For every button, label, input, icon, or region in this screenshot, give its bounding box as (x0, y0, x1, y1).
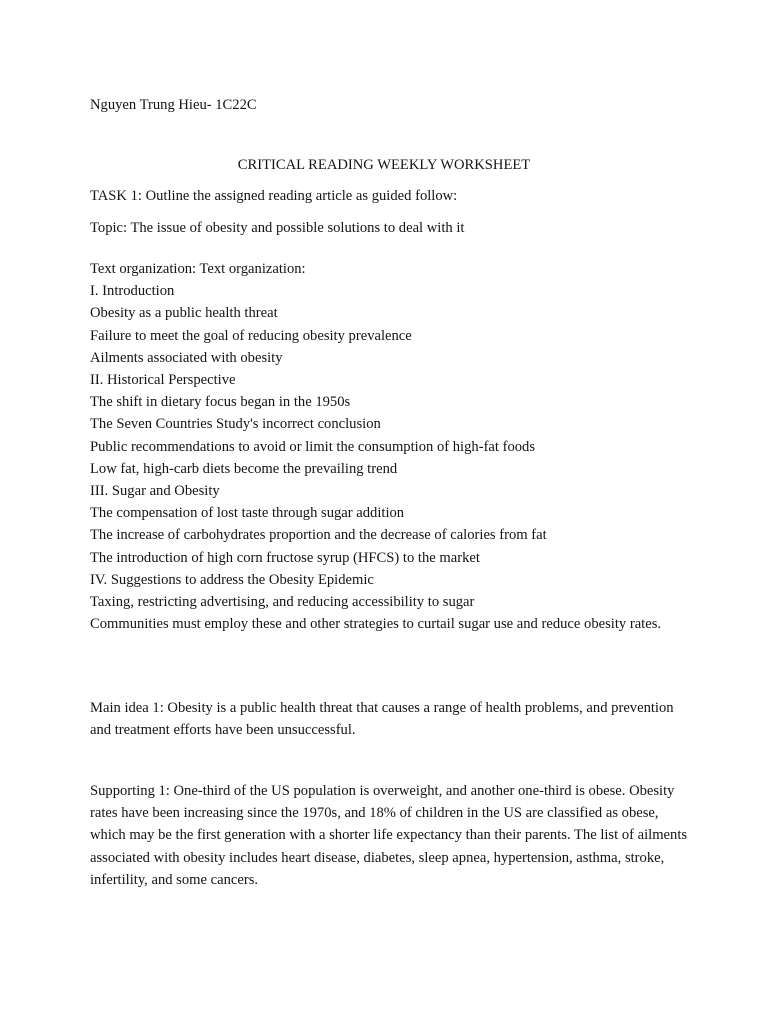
outline-line: The increase of carbohydrates proportion and the decrease of calories from fat (90, 527, 547, 544)
outline-line: I. Introduction (90, 283, 175, 300)
text-organization-outline (90, 258, 690, 635)
outline-line: Ailments associated with obesity (90, 349, 283, 366)
outline-line: Obesity as a public health threat (90, 305, 278, 322)
outline-line: Text organization: Text organization: (90, 261, 306, 277)
author-line: Nguyen Trung Hieu- 1C22C (90, 97, 257, 113)
outline-line: Public recommendations to avoid or limit the consumption of high-fat foods (90, 438, 536, 455)
worksheet-title: CRITICAL READING WEEKLY WORKSHEET (237, 157, 531, 173)
main-idea-paragraph: Main idea 1: Obesity is a public health threat that causes a range of health problems, and prevention and treatment efforts have been unsuccessful. (90, 700, 674, 739)
outline-line: The Seven Countries Study's incorrect conclusion (90, 416, 381, 433)
outline-line: II. Historical Perspective (90, 372, 236, 389)
task-instruction: TASK 1: Outline the assigned reading article as guided follow: (90, 188, 458, 204)
outline-line: The compensation of lost taste through sugar addition (90, 505, 405, 522)
supporting-paragraph: Supporting 1: One-third of the US population is overweight, and another one-third is obese. Obesity rates have been increasing since the 1970s, and 18% of children in the US are classified as obese, which may be the first generation with a shorter life expectancy than their parents. The list of ailments associated with obesity includes heart disease, diabetes, sleep apnea, hypertension, asthma, stroke, infertility, and some cancers. (90, 783, 688, 888)
outline-line: Failure to meet the goal of reducing obesity prevalence (90, 327, 412, 344)
outline-line: III. Sugar and Obesity (90, 483, 220, 500)
outline-line: Communities must employ these and other strategies to curtail sugar use and reduce obesity rates. (90, 616, 662, 633)
outline-line: Taxing, restricting advertising, and reducing accessibility to sugar (90, 594, 475, 611)
outline-line: IV. Suggestions to address the Obesity Epidemic (90, 571, 374, 588)
topic-line: Topic: The issue of obesity and possible solutions to deal with it (90, 220, 465, 236)
outline-line: The shift in dietary focus began in the 1950s (90, 394, 351, 411)
outline-line: Low fat, high-carb diets become the prevailing trend (90, 460, 398, 477)
outline-line: The introduction of high corn fructose syrup (HFCS) to the market (90, 549, 480, 566)
